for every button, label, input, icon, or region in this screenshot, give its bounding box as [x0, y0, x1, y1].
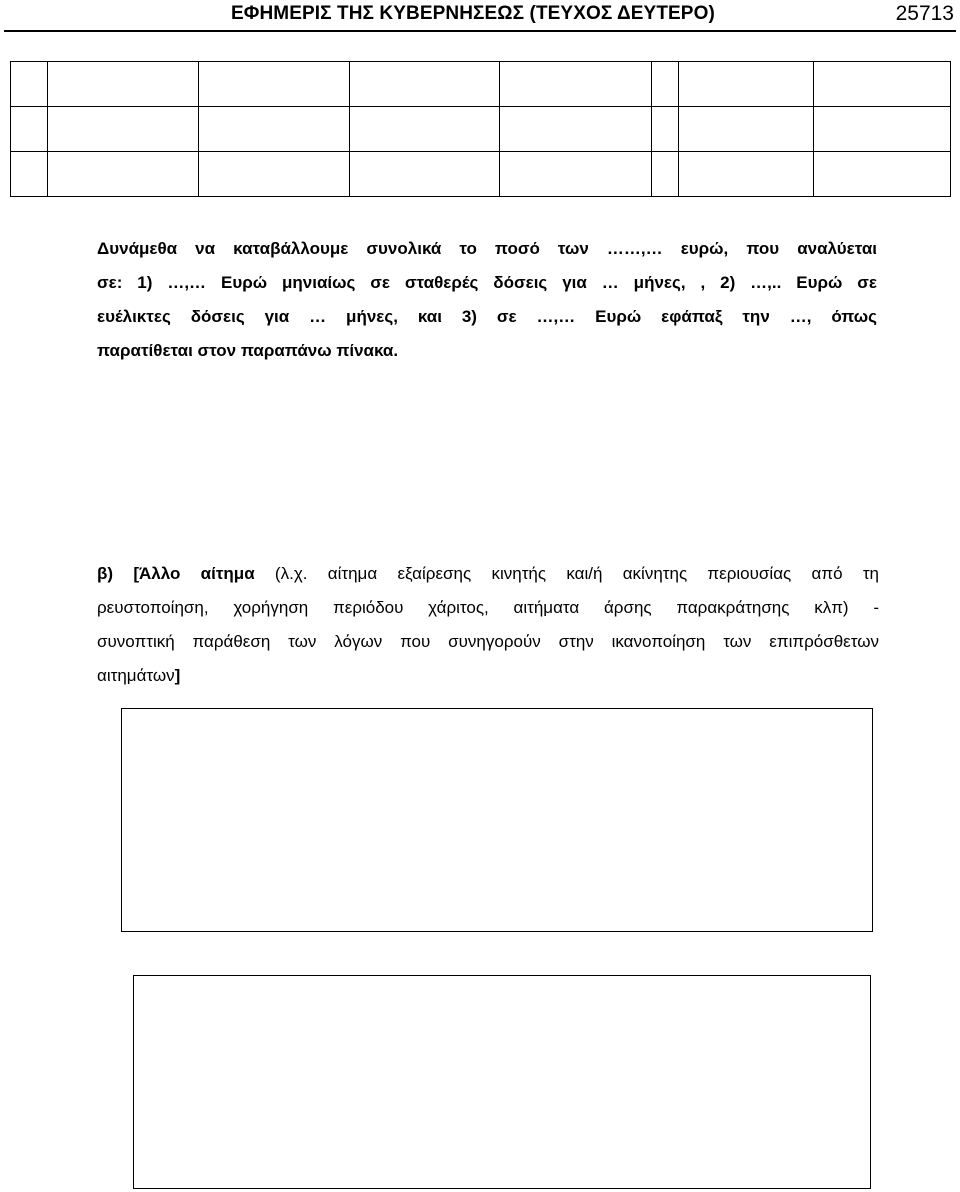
table-row — [11, 62, 951, 107]
gazette-title: ΕΦΗΜΕΡΙΣ ΤΗΣ ΚΥΒΕΡΝΗΣΕΩΣ (ΤΕΥΧΟΣ ΔΕΥΤΕΡΟ) — [231, 3, 715, 24]
table-cell[interactable] — [500, 152, 652, 197]
table-cell[interactable] — [199, 152, 350, 197]
table-cell[interactable] — [679, 62, 814, 107]
table-cell[interactable] — [199, 107, 350, 152]
table-cell[interactable] — [814, 107, 951, 152]
page-number: 25713 — [895, 2, 954, 25]
table-row — [11, 107, 951, 152]
table-cell[interactable] — [814, 62, 951, 107]
other-request-heading: β) [Άλλο αίτημα — [97, 564, 255, 583]
table-cell[interactable] — [500, 107, 652, 152]
free-text-box[interactable] — [121, 708, 873, 932]
table-cell[interactable] — [11, 62, 48, 107]
table-cell[interactable] — [11, 152, 48, 197]
table-cell[interactable] — [350, 107, 500, 152]
installment-table — [10, 61, 951, 197]
table-cell[interactable] — [679, 152, 814, 197]
paragraph-line: ρευστοποίηση, χορήγηση περιόδου χάριτος, αιτήματα άρσης παρακράτησης κλπ) - — [97, 598, 879, 617]
paragraph-text: αιτημάτων — [97, 666, 175, 685]
table-cell[interactable] — [652, 152, 679, 197]
closing-bracket: ] — [174, 666, 181, 685]
paragraph-line: ευέλικτες δόσεις για … μήνες, και 3) σε …,… Ευρώ εφάπαξ την …, όπως — [97, 307, 877, 326]
paragraph-line: σε: 1) …,… Ευρώ μηνιαίως σε σταθερές δόσεις για … μήνες, , 2) …,.. Ευρώ σε — [97, 273, 877, 292]
paragraph-line: συνοπτική παράθεση των λόγων που συνηγορούν στην ικανοποίηση των επιπρόσθετων — [97, 632, 879, 651]
paragraph-text: (λ.χ. αίτημα εξαίρεσης κινητής και/ή ακίνητης περιουσίας από τη — [254, 564, 879, 583]
other-request-paragraph — [97, 557, 879, 693]
table-cell[interactable] — [500, 62, 652, 107]
table-cell[interactable] — [48, 62, 199, 107]
paragraph-line — [97, 659, 879, 693]
table-cell[interactable] — [350, 152, 500, 197]
table-cell[interactable] — [652, 62, 679, 107]
table-cell[interactable] — [11, 107, 48, 152]
page-header — [0, 0, 960, 32]
paragraph-line: Δυνάμεθα να καταβάλλουμε συνολικά το ποσό των ……,… ευρώ, που αναλύεται — [97, 239, 877, 258]
table-cell[interactable] — [48, 107, 199, 152]
table-cell[interactable] — [652, 107, 679, 152]
table-cell[interactable] — [199, 62, 350, 107]
header-divider — [4, 30, 956, 32]
free-text-box[interactable] — [133, 975, 871, 1189]
table-cell[interactable] — [679, 107, 814, 152]
payment-paragraph — [97, 232, 877, 368]
table-cell[interactable] — [48, 152, 199, 197]
table-row — [11, 152, 951, 197]
table-cell[interactable] — [814, 152, 951, 197]
paragraph-line: παρατίθεται στον παραπάνω πίνακα. — [97, 341, 399, 360]
paragraph-line — [97, 557, 879, 591]
table-cell[interactable] — [350, 62, 500, 107]
